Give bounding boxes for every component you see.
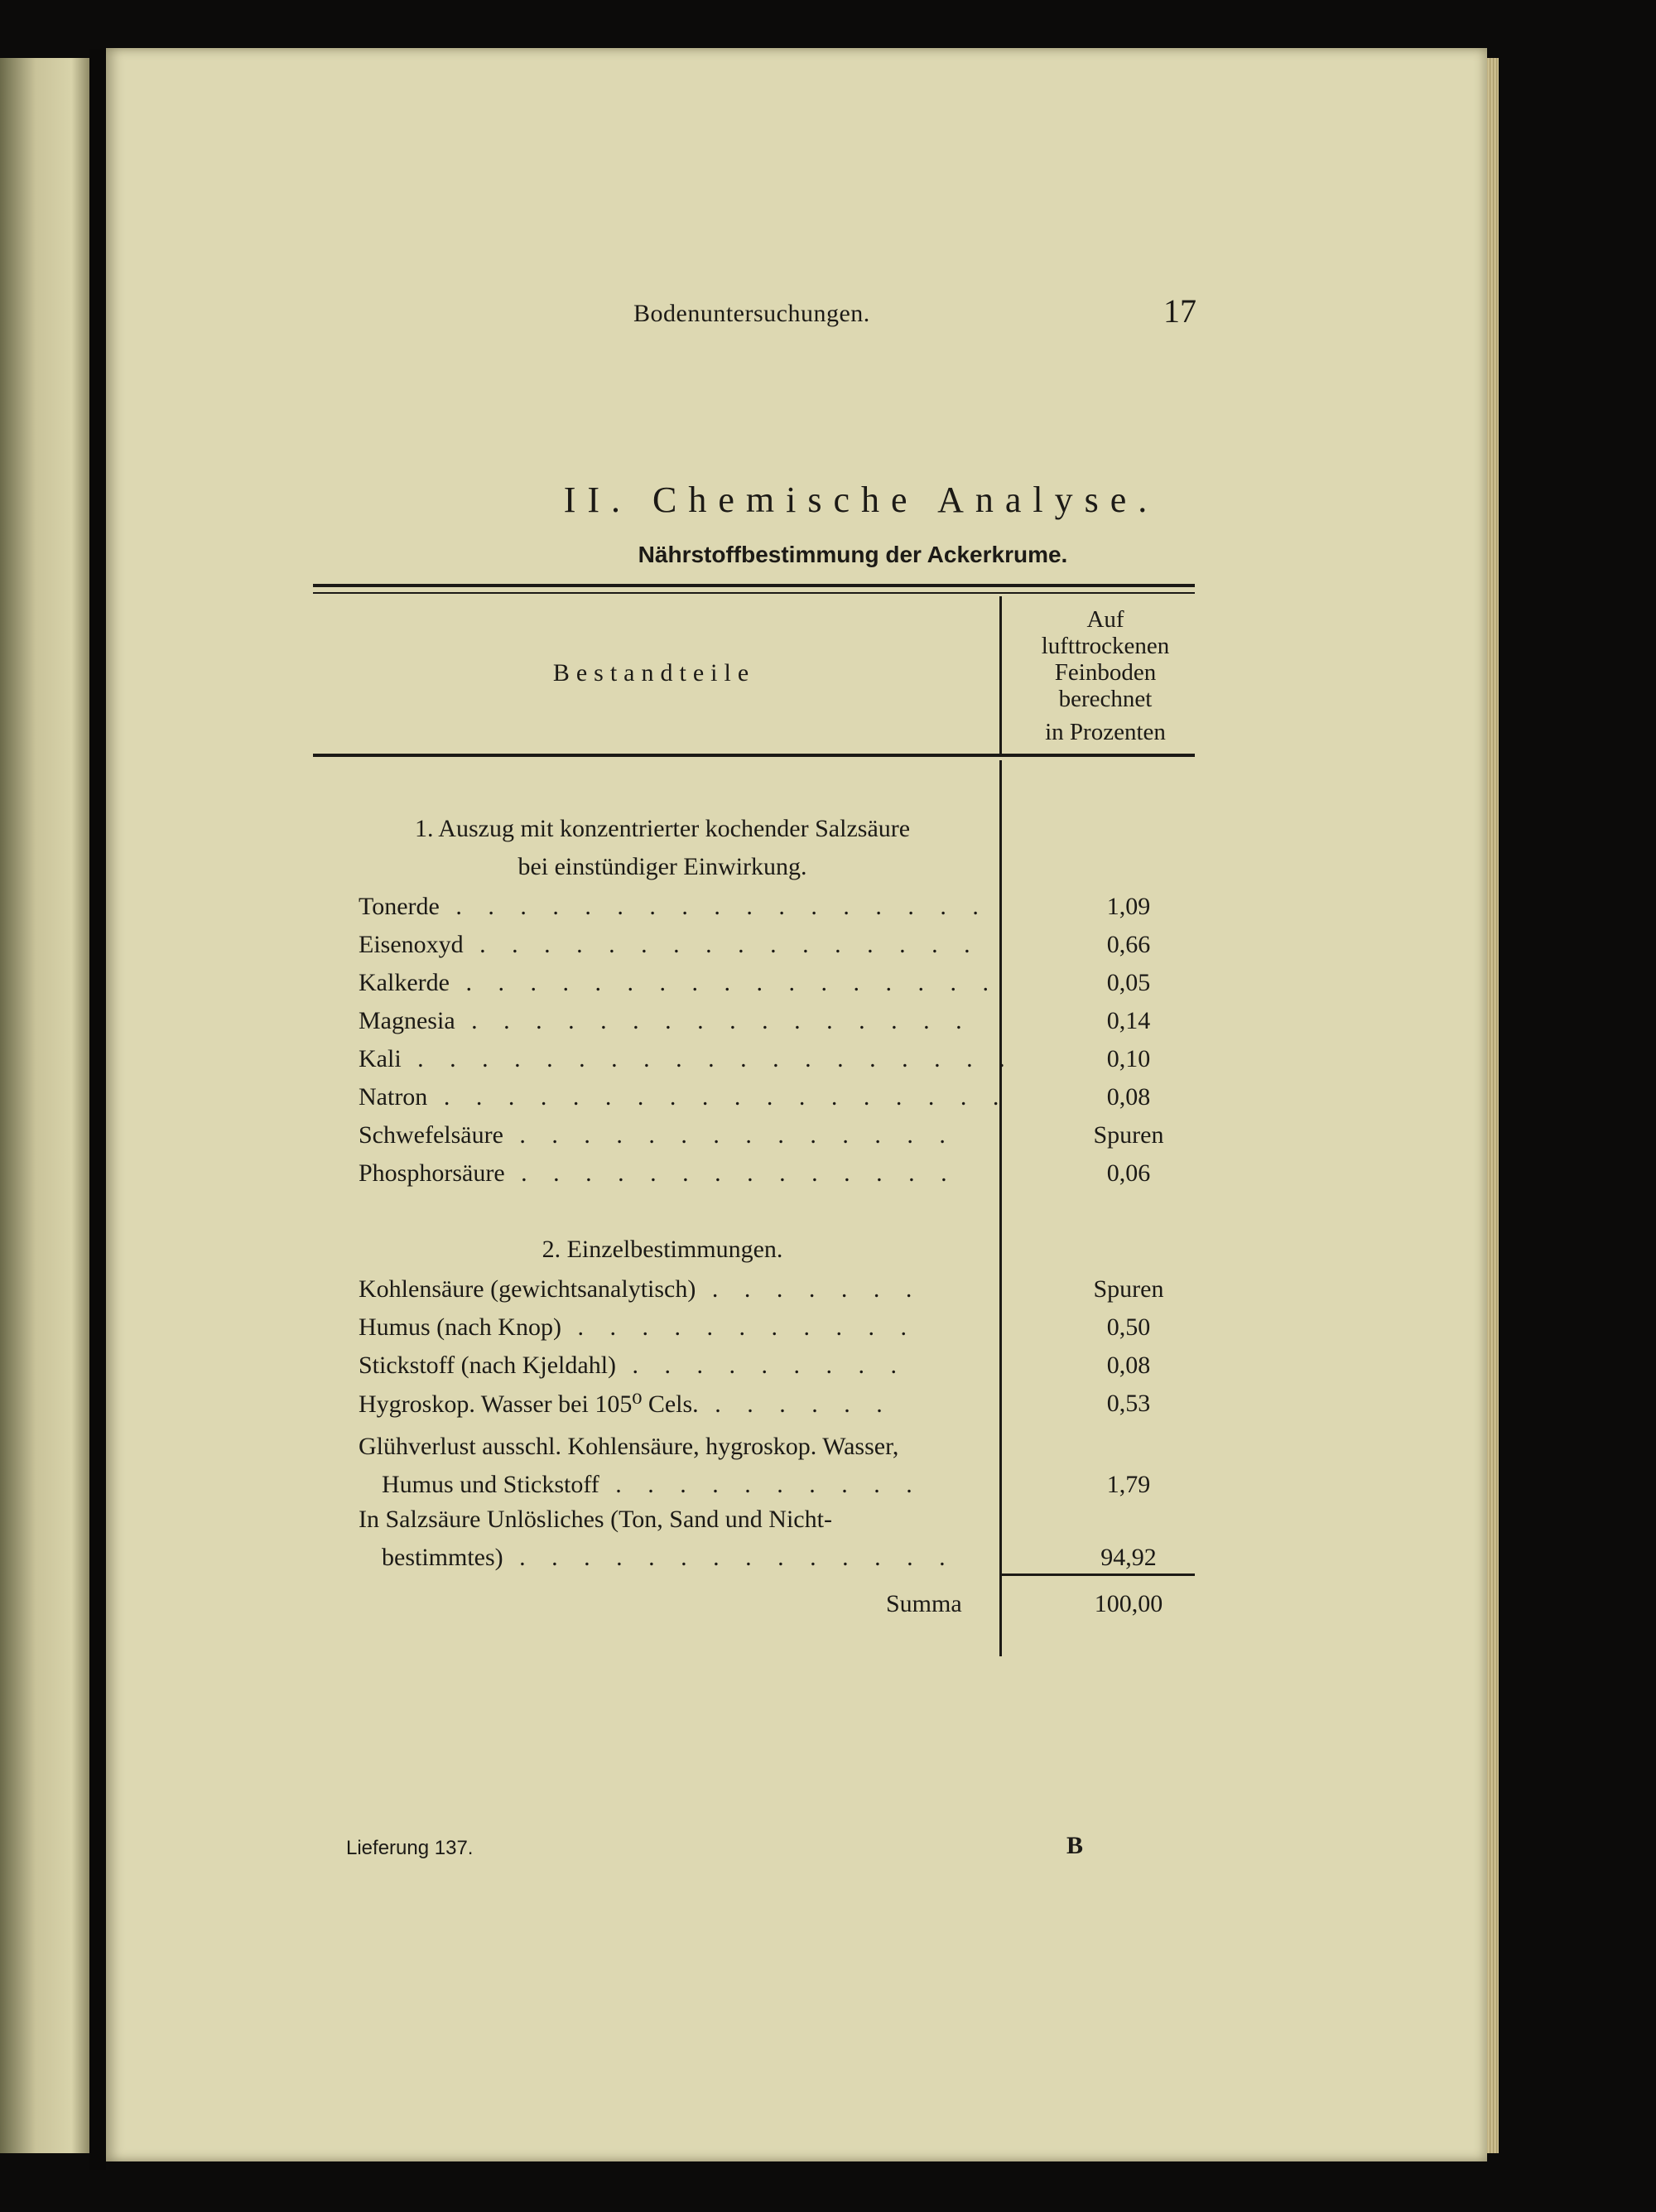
table-row: Humus (nach Knop) . . . . . . . . . . . 0,50 [359,1313,1187,1352]
row-label: Glühverlust ausschl. Kohlensäure, hygroskop. Wasser, [359,1433,899,1460]
row-label: Tonerde [359,893,440,920]
delivery-note: Lieferung 137. [346,1837,474,1859]
summa-value: 100,00 [1094,1590,1163,1617]
row-label: Kalkerde [359,969,450,996]
table-row: Phosphorsäure . . . . . . . . . . . . . . 0,06 [359,1159,1187,1198]
table-row: Kali . . . . . . . . . . . . . . . . . . . 0,10 [359,1045,1187,1083]
row-value: 0,10 [1106,1045,1151,1072]
section-subtitle: Nährstoffbestimmung der Ackerkrume. [638,542,1068,567]
row-value: 0,08 [1106,1083,1151,1111]
row-value: 0,06 [1106,1159,1151,1187]
group2-heading: 2. Einzelbestimmungen. [542,1236,783,1263]
row-label: Phosphorsäure [359,1159,505,1187]
table-row: Tonerde . . . . . . . . . . . . . . . . . 1,09 [359,893,1187,931]
table-row: In Salzsäure Unlösliches (Ton, Sand und Nicht- bestimmtes) . . . . . . . . . . . . . . 94,92 [359,1506,1187,1582]
row-value: 0,05 [1106,969,1151,996]
row-label: Kohlensäure (gewichtsanalytisch) [359,1275,696,1303]
table-row: Magnesia . . . . . . . . . . . . . . . . 0,14 [359,1007,1187,1045]
row-label: Humus und Stickstoff [382,1471,599,1498]
row-value: 0,50 [1106,1313,1151,1341]
row-value: 0,53 [1106,1390,1151,1417]
column-header-line: Feinboden [1054,659,1157,686]
table-top-rule-thin [313,592,1195,594]
summa-label: Summa [886,1590,962,1617]
table-row: Kalkerde . . . . . . . . . . . . . . . . . 0,05 [359,969,1187,1007]
table-row: Eisenoxyd . . . . . . . . . . . . . . . . 0,66 [359,931,1187,969]
left-page-edge [0,58,89,2153]
group1-heading-line: bei einstündiger Einwirkung. [518,853,807,880]
row-label: bestimmtes) [382,1544,503,1571]
row-label: Magnesia [359,1007,455,1034]
row-label: Eisenoxyd [359,931,464,958]
book-gutter [89,50,106,2170]
table-row: Hygroskop. Wasser bei 105⁰ Cels. . . . . . . 0,53 [359,1390,1187,1428]
row-value: Spuren [1093,1275,1164,1303]
column-header-line: Auf [1086,606,1124,633]
table-row: Glühverlust ausschl. Kohlensäure, hygroskop. Wasser, Humus und Stickstoff . . . . . . . . . . 1,79 [359,1433,1187,1509]
table-row: Stickstoff (nach Kjeldahl) . . . . . . . . . 0,08 [359,1352,1187,1390]
header-bottom-rule [313,754,1195,757]
page-number: 17 [1163,292,1196,330]
row-value: 0,66 [1106,931,1151,958]
group1-heading-line: 1. Auszug mit konzentrierter kochender Salzsäure [414,815,911,842]
row-value: 1,09 [1106,893,1151,920]
row-value: Spuren [1093,1121,1164,1149]
table-row: Natron . . . . . . . . . . . . . . . . . . 0,08 [359,1083,1187,1121]
row-label: Schwefelsäure [359,1121,503,1149]
page-stack-edge [1487,58,1499,2153]
row-label: Humus (nach Knop) [359,1313,561,1341]
column-header-line: in Prozenten [1045,719,1166,745]
table-row: Kohlensäure (gewichtsanalytisch) . . . . . . . Spuren [359,1275,1187,1313]
table-row: Schwefelsäure . . . . . . . . . . . . . . Spuren [359,1121,1187,1159]
row-label: Stickstoff (nach Kjeldahl) [359,1352,617,1379]
column-header-line: lufttrockenen [1041,633,1170,659]
column-header-percent [1002,606,1209,745]
row-label: Hygroskop. Wasser bei 105⁰ Cels. [359,1390,699,1418]
row-value: 0,14 [1106,1007,1151,1034]
row-value: 0,08 [1106,1352,1151,1379]
row-value: 94,92 [1100,1544,1157,1571]
column-header-line: berechnet [1058,686,1153,712]
row-label: Kali [359,1045,402,1072]
row-label: In Salzsäure Unlösliches (Ton, Sand und Nicht- [359,1506,832,1533]
row-label: Natron [359,1083,428,1111]
table-top-rule [313,584,1195,587]
section-title: II. Chemische Analyse. [563,480,1159,520]
group1-heading [315,810,1010,886]
signature-mark: B [1066,1832,1084,1859]
column-header-constituents: Bestandteile [552,659,756,687]
running-title: Bodenuntersuchungen. [633,300,870,327]
row-value: 1,79 [1106,1471,1151,1498]
